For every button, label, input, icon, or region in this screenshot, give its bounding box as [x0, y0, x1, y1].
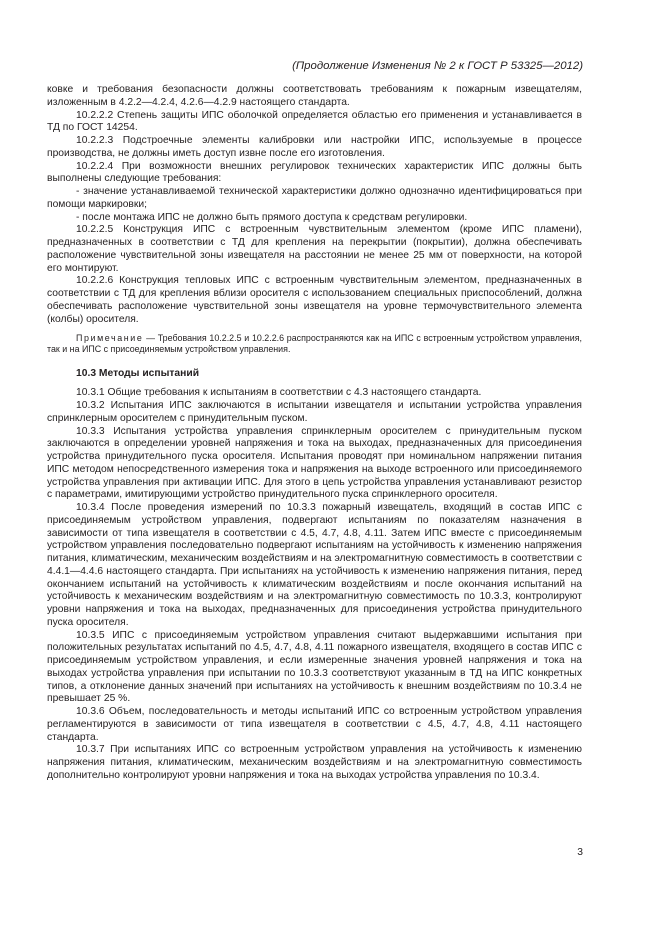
paragraph-10-3-5: 10.3.5 ИПС с присоединяемым устройством управления считают выдержавшими испытания при положительных результатах испытаний по 4.5, 4.7, 4.8, 4.11 пожарного извещателя, входящего в состав ИПС с присоединяемым устройством управления, и если измеренные значения уровней напряжения и тока на выходах устройства управления при испытании по 10.3.3 соответствуют указанным в ТД на ИПС конкретных типов, а отклонение данных значений при испытаниях на устойчивость к внешним воздействиям по 10.3.4 не превышает 25 %.: [47, 629, 582, 705]
continuation-header: (Продолжение Изменения № 2 к ГОСТ Р 53325—2012): [292, 60, 583, 72]
paragraph-10-3-2: 10.3.2 Испытания ИПС заключаются в испытании извещателя и испытании устройства управления спринклерным оросителем с принудительным пуском.: [47, 400, 582, 424]
note-label: Примечание: [76, 333, 144, 344]
paragraph-10-2-2-4: 10.2.2.4 При возможности внешних регулировок технических характеристик ИПС должны быть выполнены следующие требования:: [47, 160, 582, 185]
paragraph-10-2-2-2: 10.2.2.2 Степень защиты ИПС оболочкой определяется областью его применения и устанавливается в ТД по ГОСТ 14254.: [47, 109, 582, 134]
list-item-access: - после монтажа ИПС не должно быть прямого доступа к средствам регулировки.: [76, 211, 468, 223]
page-number: 3: [577, 847, 583, 858]
section-heading: 10.3 Методы испытаний: [76, 367, 200, 379]
paragraph-10-2-2-3: 10.2.2.3 Подстроечные элементы калибровки или настройки ИПС, используемые в процессе производства, не должны иметь доступ извне после его изготовления.: [47, 135, 582, 159]
paragraph-10-3-3: 10.3.3 Испытания устройства управления спринклерным оросителем с принудительным пуском заключаются в определении уровней напряжения и тока на выходах, предназначенных для присоединения устройства принудительного пуска оросителя. Испытания проводят при номинальном напряжении питания ИПС методом непосредственного измерения тока и напряжения на выходе встроенного или присоединяемого устройства управления при активации ИПС. Для этого в цепь устройства управления устанавливают резистор с параметрами, имитирующими устройство принудительного пуска спринклерного оросителя.: [47, 425, 582, 501]
paragraph-10-3-4: 10.3.4 После проведения измерений по 10.3.3 пожарный извещатель, входящий в состав ИПС с присоединяемым устройством управления, подвергают испытаниям по показателям назначения в зависимости от типа извещателя в соответствии с 4.5, 4.7, 4.8, 4.11. Затем ИПС вместе с присоединяемым устройством управления последовательно подвергают испытаниям на устойчивость к изменению напряжения питания, климатическим, механическим воздействиям и на электромагнитную совместимость в соответствии с 4.4.1—4.4.6 настоящего стандарта. При испытаниях на устойчивость к изменению напряжения питания, перед окончанием испытаний на устойчивость к климатическим воздействиям и после окончания испытаний на устойчивость к механическим воздействиям и на электромагнитную совместимость по 10.3.3, контролируют уровни напряжения и тока на выходах, предназначенных для присоединения устройства принудительного пуска оросителя.: [47, 502, 582, 628]
paragraph-10-3-1: 10.3.1 Общие требования к испытаниям в соответствии с 4.3 настоящего стандарта.: [76, 387, 482, 399]
paragraph-continuation: ковке и требования безопасности должны соответствовать требованиям к пожарным извещателям, изложенным в 4.2.2—4.2.4, 4.2.6—4.2.9 настоящего стандарта.: [47, 84, 582, 108]
note-text: — Требования 10.2.2.5 и 10.2.2.6 распространяются как на ИПС с встроенным устройством управления, так и на ИПС с присоединяемым устройством управления.: [47, 333, 582, 355]
paragraph-10-2-2-5: 10.2.2.5 Конструкция ИПС с встроенным чувствительным элементом (кроме ИПС пламени), предназначенных в соответствии с ТД для крепления на перекрытии (покрытии), должна обеспечивать расположение чувствительной зоны извещателя на расстоянии не менее 25 мм от поверхности, на которой его монтируют.: [47, 224, 582, 274]
paragraph-10-2-2-6: 10.2.2.6 Конструкция тепловых ИПС с встроенным чувствительным элементом, предназначенных в соответствии с ТД для крепления вблизи оросителя с использованием специальных приспособлений, должна обеспечивать расположение чувствительной зоны извещателя на уровне термочувствительного элемента (колбы) оросителя.: [47, 275, 582, 325]
paragraph-10-3-6: 10.3.6 Объем, последовательность и методы испытаний ИПС со встроенным устройством управления регламентируются в зависимости от типа извещателя в соответствии с 4.5, 4.7, 4.8, 4.11 настоящего стандарта.: [47, 706, 582, 743]
note: [47, 333, 582, 355]
paragraph-10-3-7: 10.3.7 При испытаниях ИПС со встроенным устройством управления на устойчивость к изменению напряжения питания, климатическим, механическим воздействиям и на электромагнитную совместимость дополнительно контролируют уровни напряжения и тока на выходах устройства управления по 10.3.4.: [47, 744, 582, 781]
document-body: [47, 84, 582, 783]
list-item-marking: - значение устанавливаемой технической характеристики должно однозначно идентифицироваться при помощи маркировки;: [47, 186, 582, 210]
